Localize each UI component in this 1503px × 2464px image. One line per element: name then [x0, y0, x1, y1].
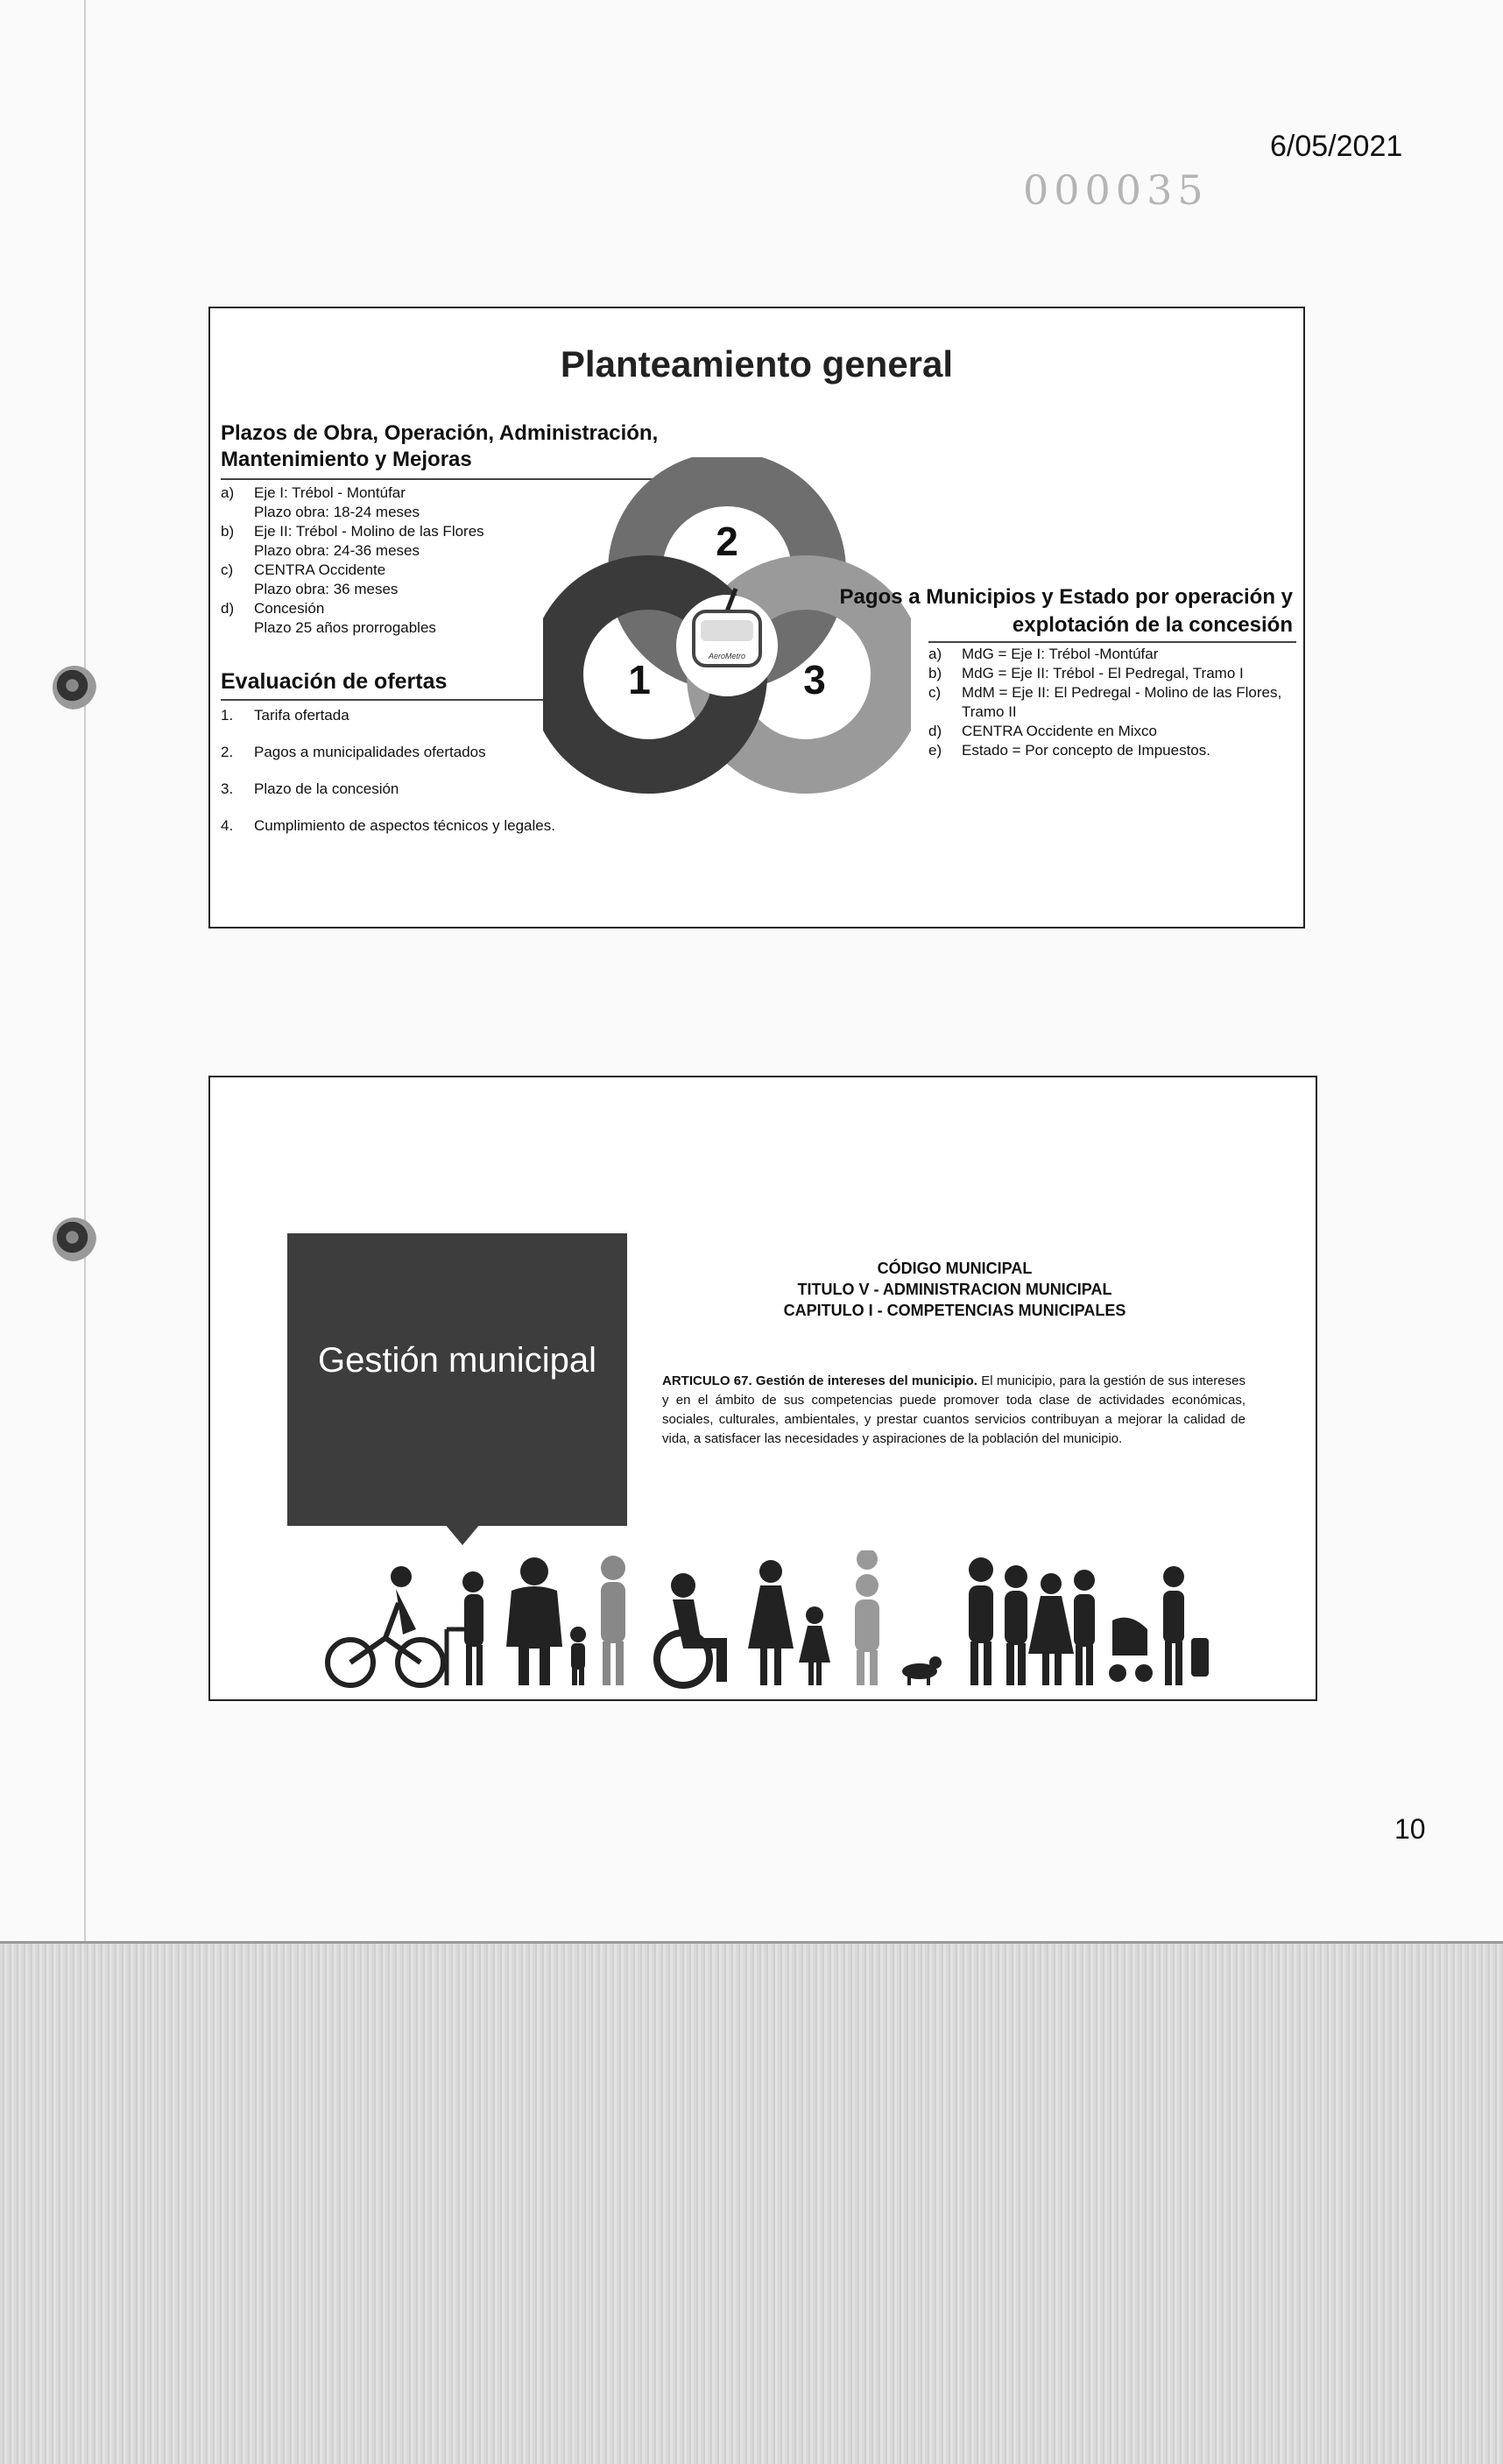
stroller-figure [1109, 1566, 1209, 1685]
articulo-67-text [662, 1372, 1245, 1449]
pagos-heading: Pagos a Municipios y Estado por operación y explotación de la concesión [839, 585, 1293, 637]
ring-1-number: 1 [628, 657, 651, 702]
list-item: 3. Plazo de la concesión [221, 780, 399, 797]
scan-artifact-band [0, 1941, 1503, 2464]
three-ring-diagram [543, 457, 911, 825]
divider [928, 641, 1296, 643]
cable-car-logo: AeroMetro [708, 652, 746, 660]
plazos-heading: Plazos de Obra, Operación, Administración, Mantenimiento y Mejoras [221, 421, 659, 471]
callout-pointer [445, 1524, 480, 1545]
evaluacion-heading: Evaluación de ofertas [221, 669, 448, 694]
document-date: 6/05/2021 [1270, 130, 1403, 163]
heading-line: CAPITULO I - COMPETENCIAS MUNICIPALES [783, 1302, 1126, 1319]
list-item: b) Eje II: Trébol - Molino de las Flores Plazo obra: 24-36 meses [221, 523, 484, 559]
girl-figure [799, 1606, 830, 1685]
article-body: El municipio, para la gestión de sus intereses y en el ámbito de sus competencias puede promover toda clase de actividades económicas, sociales, culturales, ambientales, y prestar cuantos servicios contribuyan a mejorar la calidad de vida, a satisfacer las necesidades y aspiraciones de la población del municipio. [662, 1373, 1245, 1446]
child-figure [570, 1627, 586, 1685]
pagos-list [928, 645, 1296, 760]
wheelchair-figure [657, 1573, 727, 1685]
slide-gestion-municipal [208, 1076, 1317, 1701]
evaluacion-list [221, 706, 589, 853]
parent-with-child-figure [855, 1550, 879, 1685]
elderly-walker-figure [447, 1571, 483, 1685]
adult-figure [601, 1556, 625, 1685]
list-item: 4. Cumplimiento de aspectos técnicos y legales. [221, 817, 555, 834]
list-item: e) Estado = Por concepto de Impuestos. [928, 742, 1210, 759]
list-item: d) Concesión Plazo 25 años prorrogables [221, 600, 436, 636]
folio-stamp: 000035 [1023, 166, 1209, 214]
ring-2-number: 2 [716, 519, 738, 564]
cyclist-figure [328, 1566, 443, 1685]
list-item: a) MdG = Eje I: Trébol -Montúfar [928, 646, 1159, 662]
heading-line: TITULO V - ADMINISTRACION MUNICIPAL [797, 1281, 1112, 1298]
list-item: 1. Tarifa ofertada [221, 707, 349, 724]
list-item: a) Eje I: Trébol - Montúfar Plazo obra: 18-24 meses [221, 484, 420, 520]
divider [221, 699, 571, 701]
slide-title: Planteamiento general [560, 343, 954, 385]
slide-planteamiento-general [208, 307, 1305, 928]
punch-hole-mark [53, 1218, 96, 1261]
list-item: b) MdG = Eje II: Trébol - El Pedregal, Tramo I [928, 665, 1244, 681]
callout-title: Gestión municipal [318, 1341, 596, 1380]
woman-figure [748, 1560, 794, 1685]
article-lead: ARTICULO 67. Gestión de intereses del municipio. [662, 1373, 977, 1388]
punch-hole-mark [53, 666, 96, 710]
adult-figure [506, 1557, 562, 1685]
dog-figure [902, 1656, 942, 1685]
list-item: 2. Pagos a municipalidades ofertados [221, 744, 486, 760]
margin-line [84, 0, 86, 1953]
list-item: c) CENTRA Occidente Plazo obra: 36 meses [221, 561, 399, 597]
page-number: 10 [1394, 1813, 1426, 1845]
heading-line: CÓDIGO MUNICIPAL [877, 1260, 1033, 1277]
group-figures [969, 1557, 1095, 1685]
list-item: d) CENTRA Occidente en Mixco [928, 723, 1157, 739]
list-item: c) MdM = Eje II: El Pedregal - Molino de las Flores, Tramo II [928, 684, 1282, 720]
ring-3-number: 3 [803, 657, 826, 702]
codigo-municipal-heading [648, 1258, 1261, 1321]
community-silhouettes-illustration [315, 1550, 1217, 1691]
